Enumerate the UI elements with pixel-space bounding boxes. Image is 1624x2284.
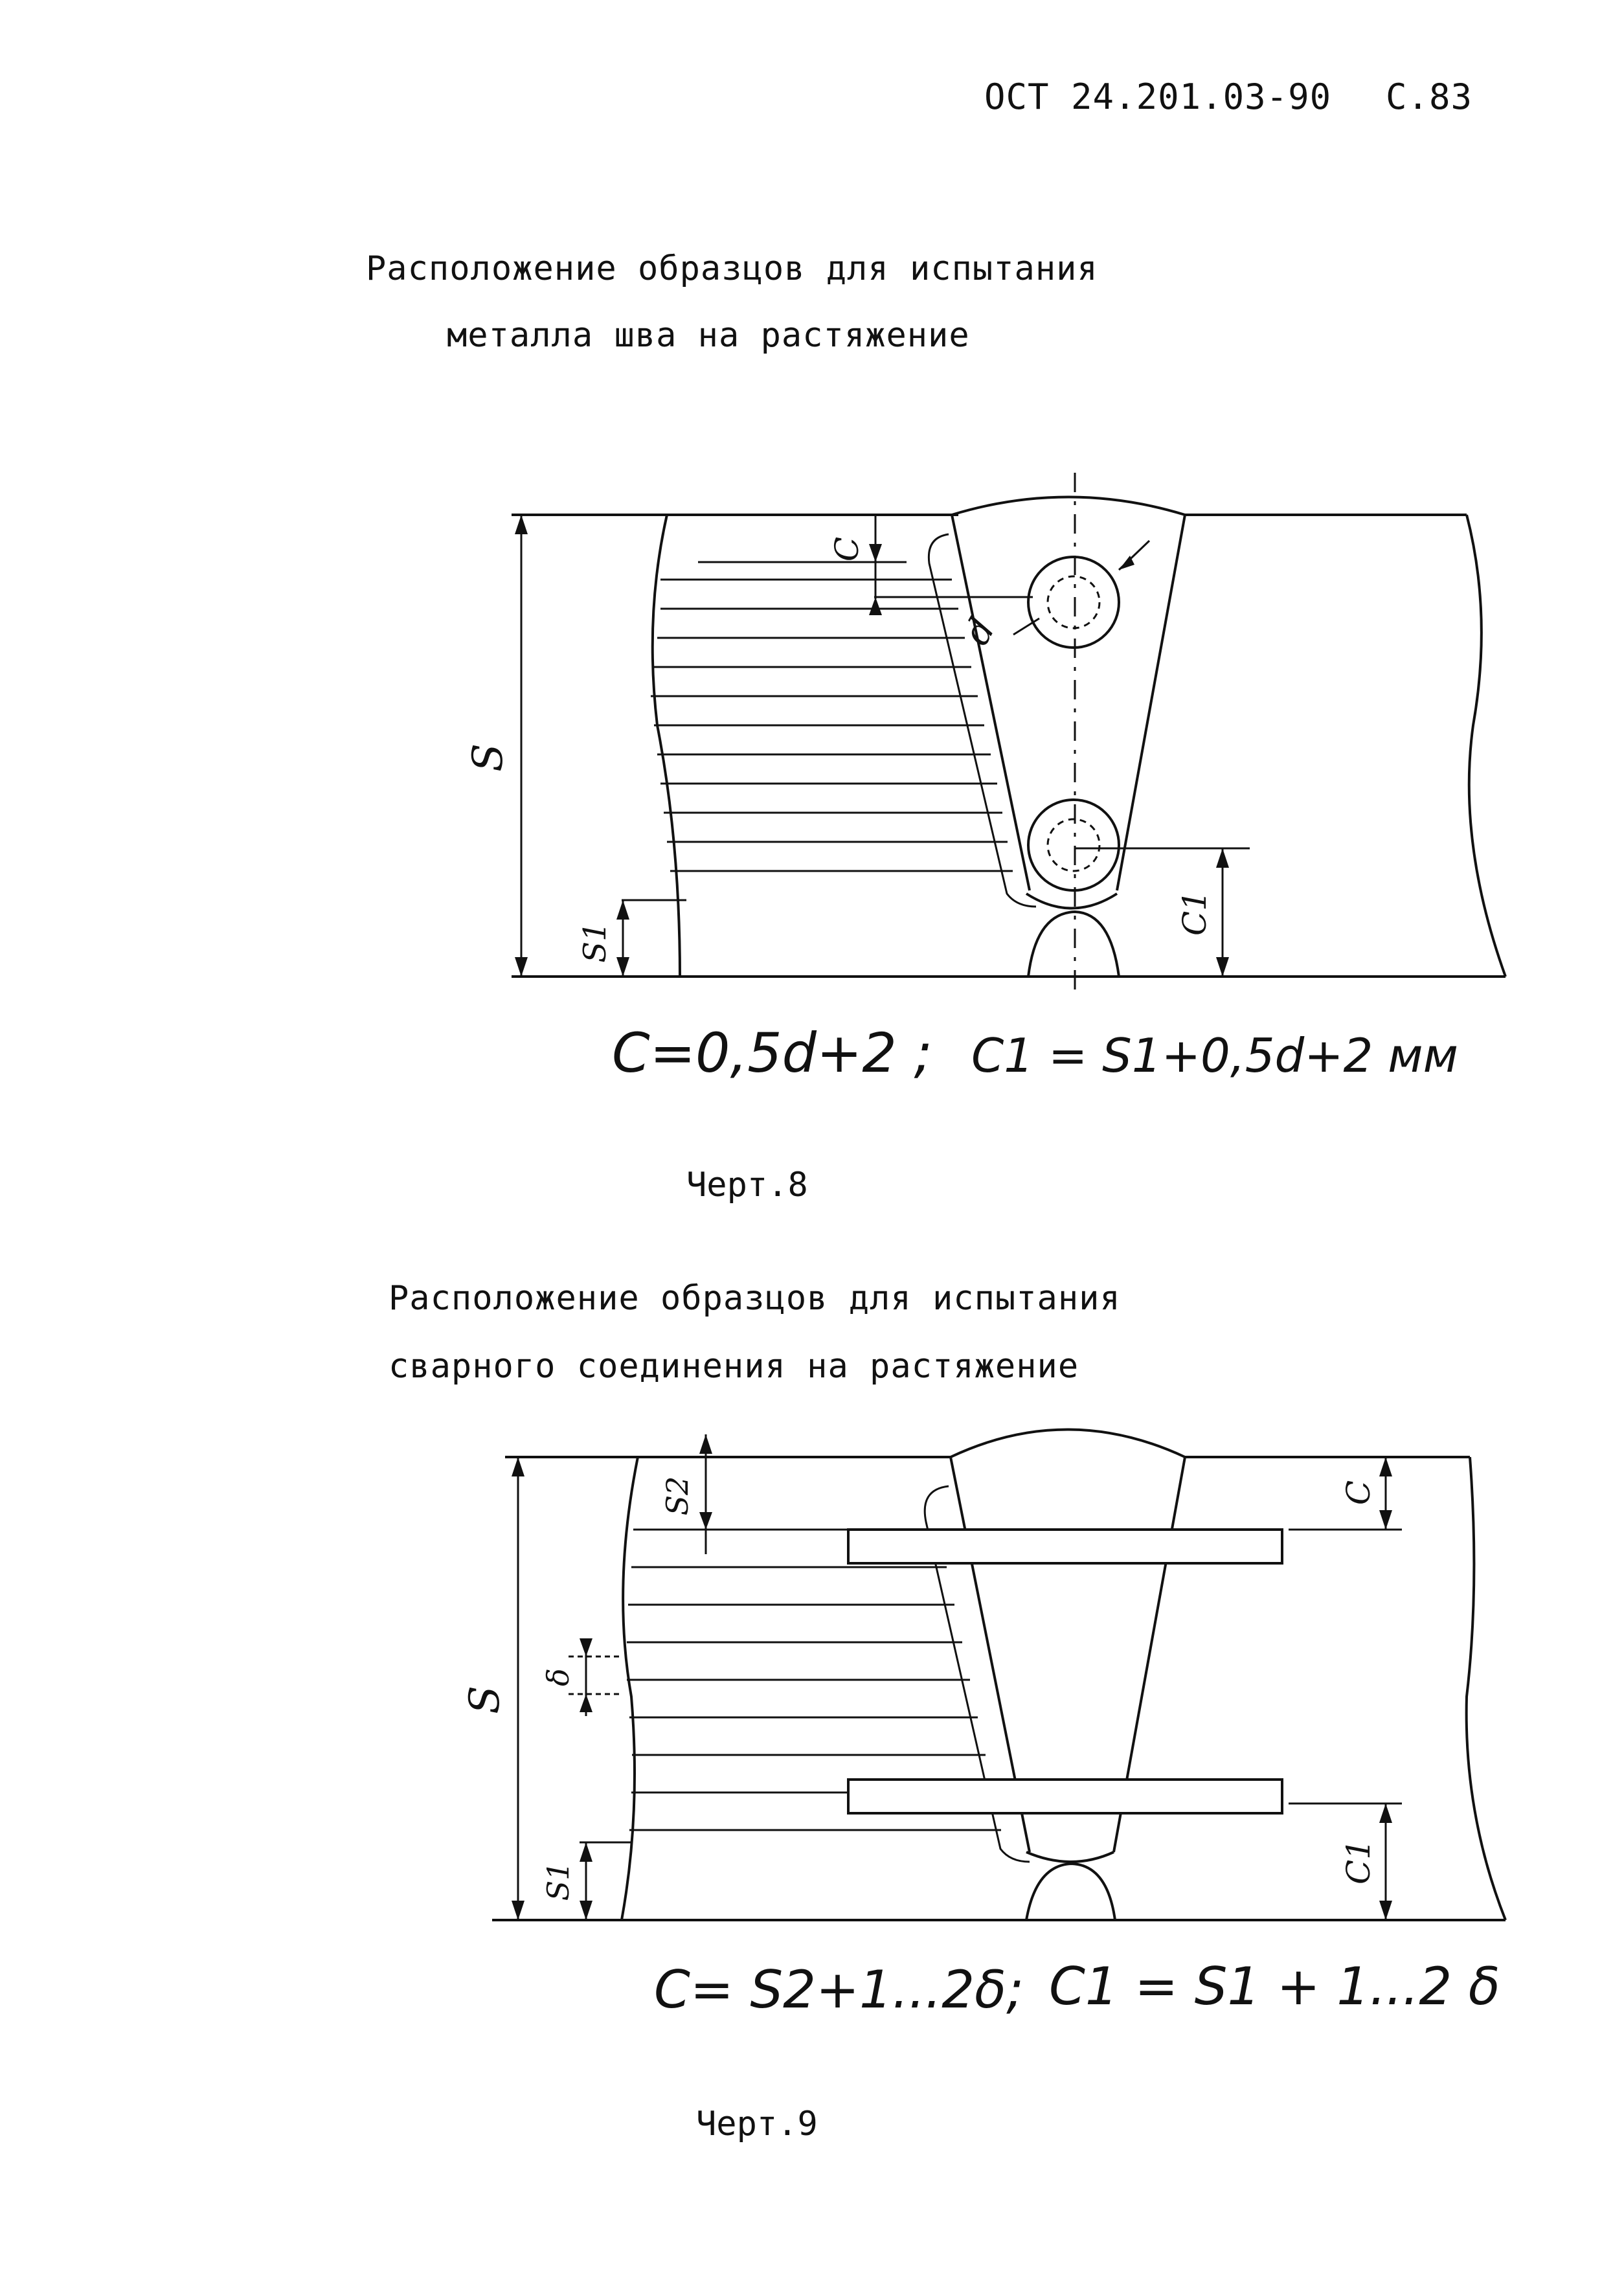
fig9-label-c1: C1 [1340, 1838, 1377, 1885]
fig9-label-s1: S1 [541, 1861, 576, 1901]
fig8-formula-c1: C1 = S1+0,5d+2 мм [971, 1028, 1458, 1083]
fig9-right-break [1467, 1457, 1506, 1920]
fig9-specimen-upper [848, 1530, 1282, 1563]
fig8-haz [929, 534, 1036, 907]
fig9-title-line1: Расположение образцов для испытания [389, 1279, 1121, 1318]
fig9-formula-c1: C1 = S1 + 1...2 δ [1049, 1956, 1500, 2017]
fig8-label-s: S [464, 743, 512, 772]
fig8-left-break [653, 515, 680, 977]
fig9-left-break [622, 1457, 638, 1920]
fig8-groove-right [1117, 515, 1185, 890]
fig8-formula-c: C=0,5d+2 ; [612, 1021, 932, 1085]
fig8-title-line2: металла шва на растяжение [447, 316, 970, 355]
fig9-title-line2: сварного соединения на растяжение [389, 1347, 1079, 1386]
fig8-specimen-upper [1028, 557, 1119, 648]
fig9-caption: Черт.9 [696, 2105, 818, 2143]
fig9-weld-cap [951, 1430, 1185, 1458]
fig9-label-delta: δ [541, 1668, 576, 1686]
standard-number: ОСТ 24.201.03-90 [984, 76, 1332, 117]
fig9-label-s2: S2 [660, 1476, 695, 1516]
fig9-groove-right [1114, 1457, 1185, 1852]
fig9-label-c: C [1340, 1480, 1377, 1506]
fig8-hatching [651, 580, 1013, 871]
fig8-title-line1: Расположение образцов для испытания [366, 249, 1098, 288]
fig9-label-s: S [461, 1686, 509, 1714]
fig8-label-c1: C1 [1176, 890, 1213, 936]
fig8-root-upper [1026, 894, 1117, 909]
fig8-label-d: d [955, 611, 1004, 652]
fig9-specimen-lower [848, 1780, 1282, 1813]
fig9-groove-left [951, 1457, 1030, 1852]
fig9-formula-c: C= S2+1...2δ; [654, 1960, 1024, 2020]
fig8-specimen-lower [1028, 800, 1119, 890]
fig8-label-s1: S1 [577, 922, 613, 963]
fig8-weld-cap [952, 497, 1185, 515]
fig9-haz [925, 1486, 1030, 1862]
page-number: С.83 [1386, 76, 1473, 117]
fig9-root-lower [1026, 1864, 1115, 1920]
fig8-root-lower [1028, 912, 1119, 977]
fig8-caption: Черт.8 [686, 1166, 808, 1204]
fig8-label-c: C [828, 536, 866, 562]
fig9-hatching [627, 1530, 1001, 1830]
fig8-right-break [1467, 515, 1506, 977]
fig8-groove-left [952, 515, 1030, 890]
fig9-root-upper [1026, 1852, 1114, 1862]
